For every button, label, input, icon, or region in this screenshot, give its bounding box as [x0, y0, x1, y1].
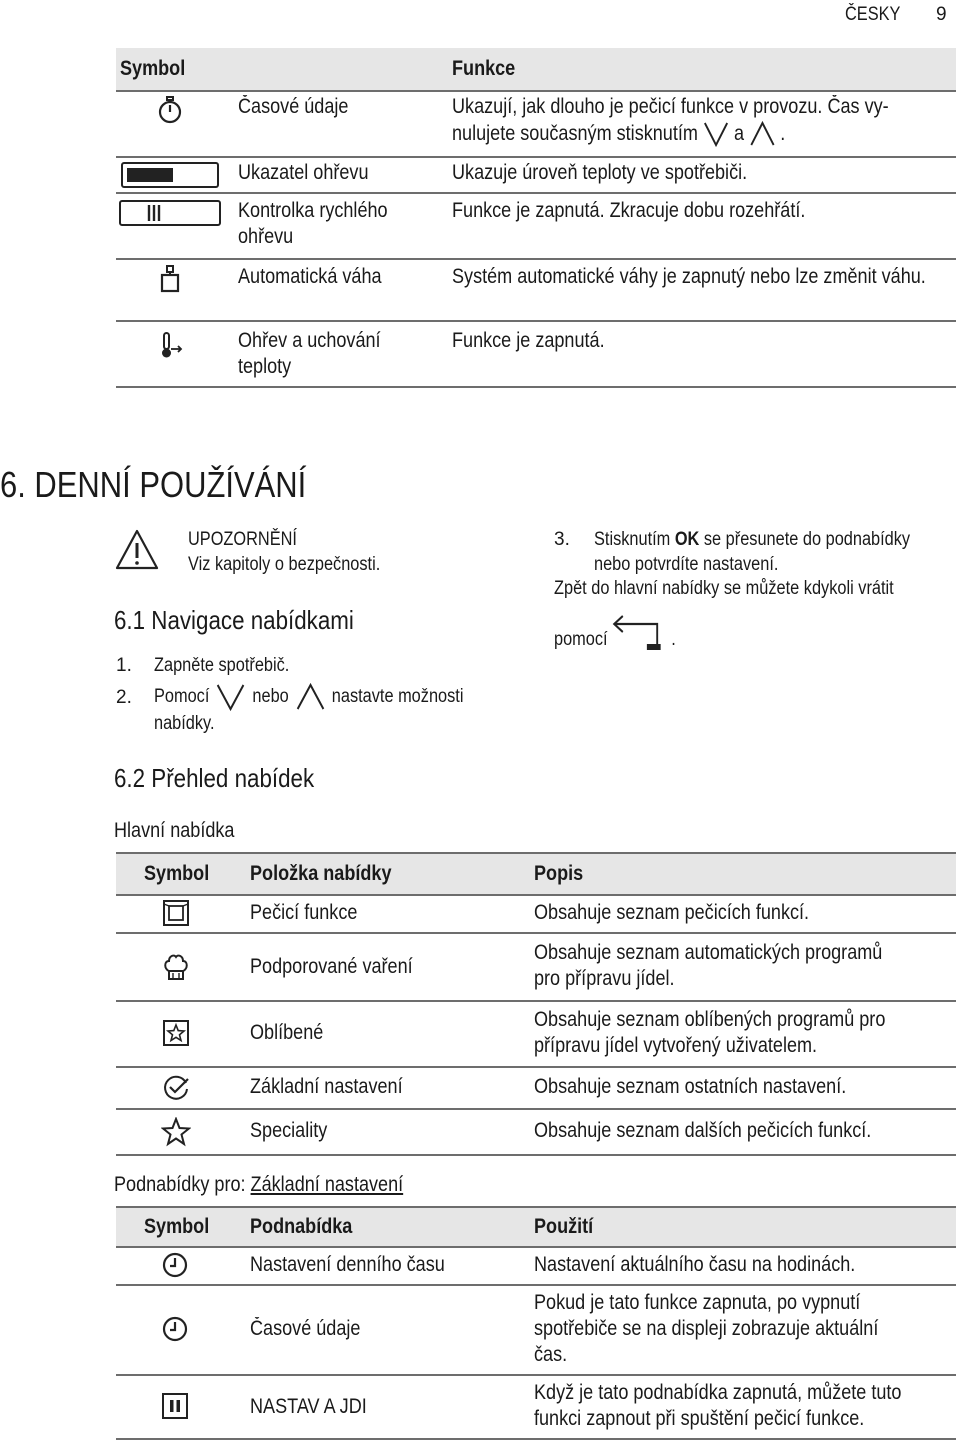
table-row — [116, 894, 956, 934]
back-text: Zpět do hlavní nabídky se můžete kdykoli vrátit — [554, 578, 894, 599]
clock-icon — [161, 1315, 189, 1343]
pause-box-icon — [161, 1392, 189, 1420]
column-header-description: Popis — [534, 862, 584, 885]
table-row — [116, 158, 956, 194]
column-header-usage: Použití — [534, 1215, 594, 1238]
table-row — [116, 260, 956, 322]
timer-icon — [156, 96, 184, 124]
menu-item-description: Obsahuje seznam oblíbených programů pro přípravu jídel vytvořený uživatelem. — [534, 1008, 886, 1057]
warning-text: Viz kapitoly o bezpečnosti. — [188, 554, 381, 575]
menu-item-description: Obsahuje seznam ostatních nastavení. — [534, 1075, 847, 1098]
step-text — [154, 682, 463, 712]
step-text: nabídky. — [154, 713, 215, 734]
symbol-name: Časové údaje — [238, 95, 349, 118]
symbol-name: Ukazatel ohřevu — [238, 161, 369, 184]
step-text-part: nastavte možnosti — [331, 686, 464, 707]
back-text-part: . — [671, 629, 676, 650]
menu-item-name: Pečicí funkce — [250, 901, 358, 924]
back-text-part: pomocí — [554, 629, 608, 650]
section-title: 6. DENNÍ POUŽÍVÁNÍ — [0, 464, 307, 505]
submenu-item-name: NASTAV A JDI — [250, 1395, 367, 1418]
oven-icon — [162, 899, 190, 927]
table-header-row — [116, 48, 956, 92]
weight-icon — [158, 264, 182, 294]
heat-indicator-bar-icon — [120, 162, 220, 188]
subsection-title: 6.2 Přehled nabídek — [114, 763, 315, 793]
fast-heatup-indicator-icon — [118, 200, 222, 226]
favorite-star-box-icon — [162, 1019, 190, 1047]
table-row — [116, 1246, 956, 1286]
caption-prefix: Podnabídky pro: — [114, 1173, 246, 1196]
step-text-part: Pomocí — [154, 686, 210, 707]
step-text — [594, 528, 910, 552]
step-text-part: nebo — [252, 686, 289, 707]
symbol-name: Ohřev a uchování teploty — [238, 329, 381, 378]
submenu-item-usage: Nastavení aktuálního času na hodinách. — [534, 1253, 856, 1276]
clock-icon — [161, 1251, 189, 1279]
step-text-part: se přesunete do podnabídky — [703, 529, 911, 550]
menu-item-description: Obsahuje seznam dalších pečicích funkcí. — [534, 1119, 872, 1142]
submenu-item-usage: Když je tato podnabídka zapnutá, můžete tuto funkci zapnout při spuštění pečicí funkce. — [534, 1381, 902, 1430]
table-row — [116, 1002, 956, 1068]
symbol-description: Ukazuje úroveň teploty ve spotřebiči. — [452, 161, 748, 184]
chevron-down-icon — [216, 682, 245, 712]
menu-item-name: Podporované vaření — [250, 955, 413, 978]
ok-button-label: OK — [674, 529, 700, 550]
menu-item-description: Obsahuje seznam automatických programů pro přípravu jídel. — [534, 941, 883, 990]
description-text: . — [780, 122, 786, 145]
back-text-line — [554, 614, 676, 652]
description-text: nulujete současným stisknutím — [452, 122, 698, 145]
subsection-title: 6.1 Navigace nabídkami — [114, 605, 354, 635]
menu-item-name: Základní nastavení — [250, 1075, 403, 1098]
symbol-description: Ukazují, jak dlouho je pečicí funkce v provozu. Čas vy- — [452, 95, 889, 118]
menu-item-name: Speciality — [250, 1119, 328, 1142]
caption-link[interactable]: Základní nastavení — [250, 1173, 404, 1196]
step-text-part: Stisknutím — [594, 529, 671, 550]
submenu-item-name: Časové údaje — [250, 1317, 361, 1340]
step-number: 3. — [554, 529, 570, 550]
table-row — [116, 92, 956, 158]
step-text: Zapněte spotřebič. — [154, 655, 290, 676]
column-header-function: Funkce — [452, 57, 516, 80]
symbol-description-line2 — [452, 120, 785, 148]
symbol-name: Kontrolka rychlého ohřevu — [238, 199, 388, 248]
chevron-up-icon — [749, 120, 775, 148]
back-arrow-icon — [613, 614, 666, 652]
table-row — [116, 1110, 956, 1156]
column-header-item: Položka nabídky — [250, 862, 392, 885]
page-number: 9 — [936, 4, 947, 25]
check-settings-icon — [161, 1073, 191, 1103]
submenu-item-name: Nastavení denního času — [250, 1253, 445, 1276]
table-row — [116, 1286, 956, 1376]
language-label: ČESKY — [845, 4, 901, 25]
table-caption — [114, 1172, 403, 1198]
table-row — [116, 194, 956, 260]
step-text: nebo potvrdíte nastavení. — [594, 554, 779, 575]
column-header-item: Podnabídka — [250, 1215, 353, 1238]
chevron-up-icon — [296, 682, 325, 712]
step-number: 2. — [116, 687, 132, 708]
symbol-description: Funkce je zapnutá. — [452, 329, 605, 352]
description-text: a — [734, 122, 745, 145]
column-header-symbol: Symbol — [120, 57, 186, 80]
symbol-name: Automatická váha — [238, 265, 382, 288]
column-header-symbol: Symbol — [144, 1215, 210, 1238]
step-number: 1. — [116, 655, 132, 676]
star-icon — [160, 1116, 192, 1148]
menu-item-description: Obsahuje seznam pečicích funkcí. — [534, 901, 810, 924]
warning-title: UPOZORNĚNÍ — [188, 529, 297, 550]
table-row — [116, 934, 956, 1002]
thermometer-hold-icon — [156, 330, 186, 360]
warning-triangle-icon — [114, 528, 160, 572]
table-row — [116, 322, 956, 388]
column-header-symbol: Symbol — [144, 862, 210, 885]
table-row — [116, 1068, 956, 1110]
symbol-description: Systém automatické váhy je zapnutý nebo lze změnit váhu. — [452, 265, 926, 288]
submenu-item-usage: Pokud je tato funkce zapnuta, po vypnutí spotřebiče se na displeji zobrazuje aktuální čas. — [534, 1291, 879, 1366]
table-caption: Hlavní nabídka — [114, 819, 235, 842]
table-header-row — [116, 1206, 956, 1248]
table-header-row — [116, 852, 956, 896]
table-row — [116, 1376, 956, 1440]
symbol-description: Funkce je zapnutá. Zkracuje dobu rozehřátí. — [452, 199, 806, 222]
page-header — [0, 0, 960, 40]
chef-hat-icon — [162, 952, 190, 982]
chevron-down-icon — [703, 120, 729, 148]
menu-item-name: Oblíbené — [250, 1021, 324, 1044]
